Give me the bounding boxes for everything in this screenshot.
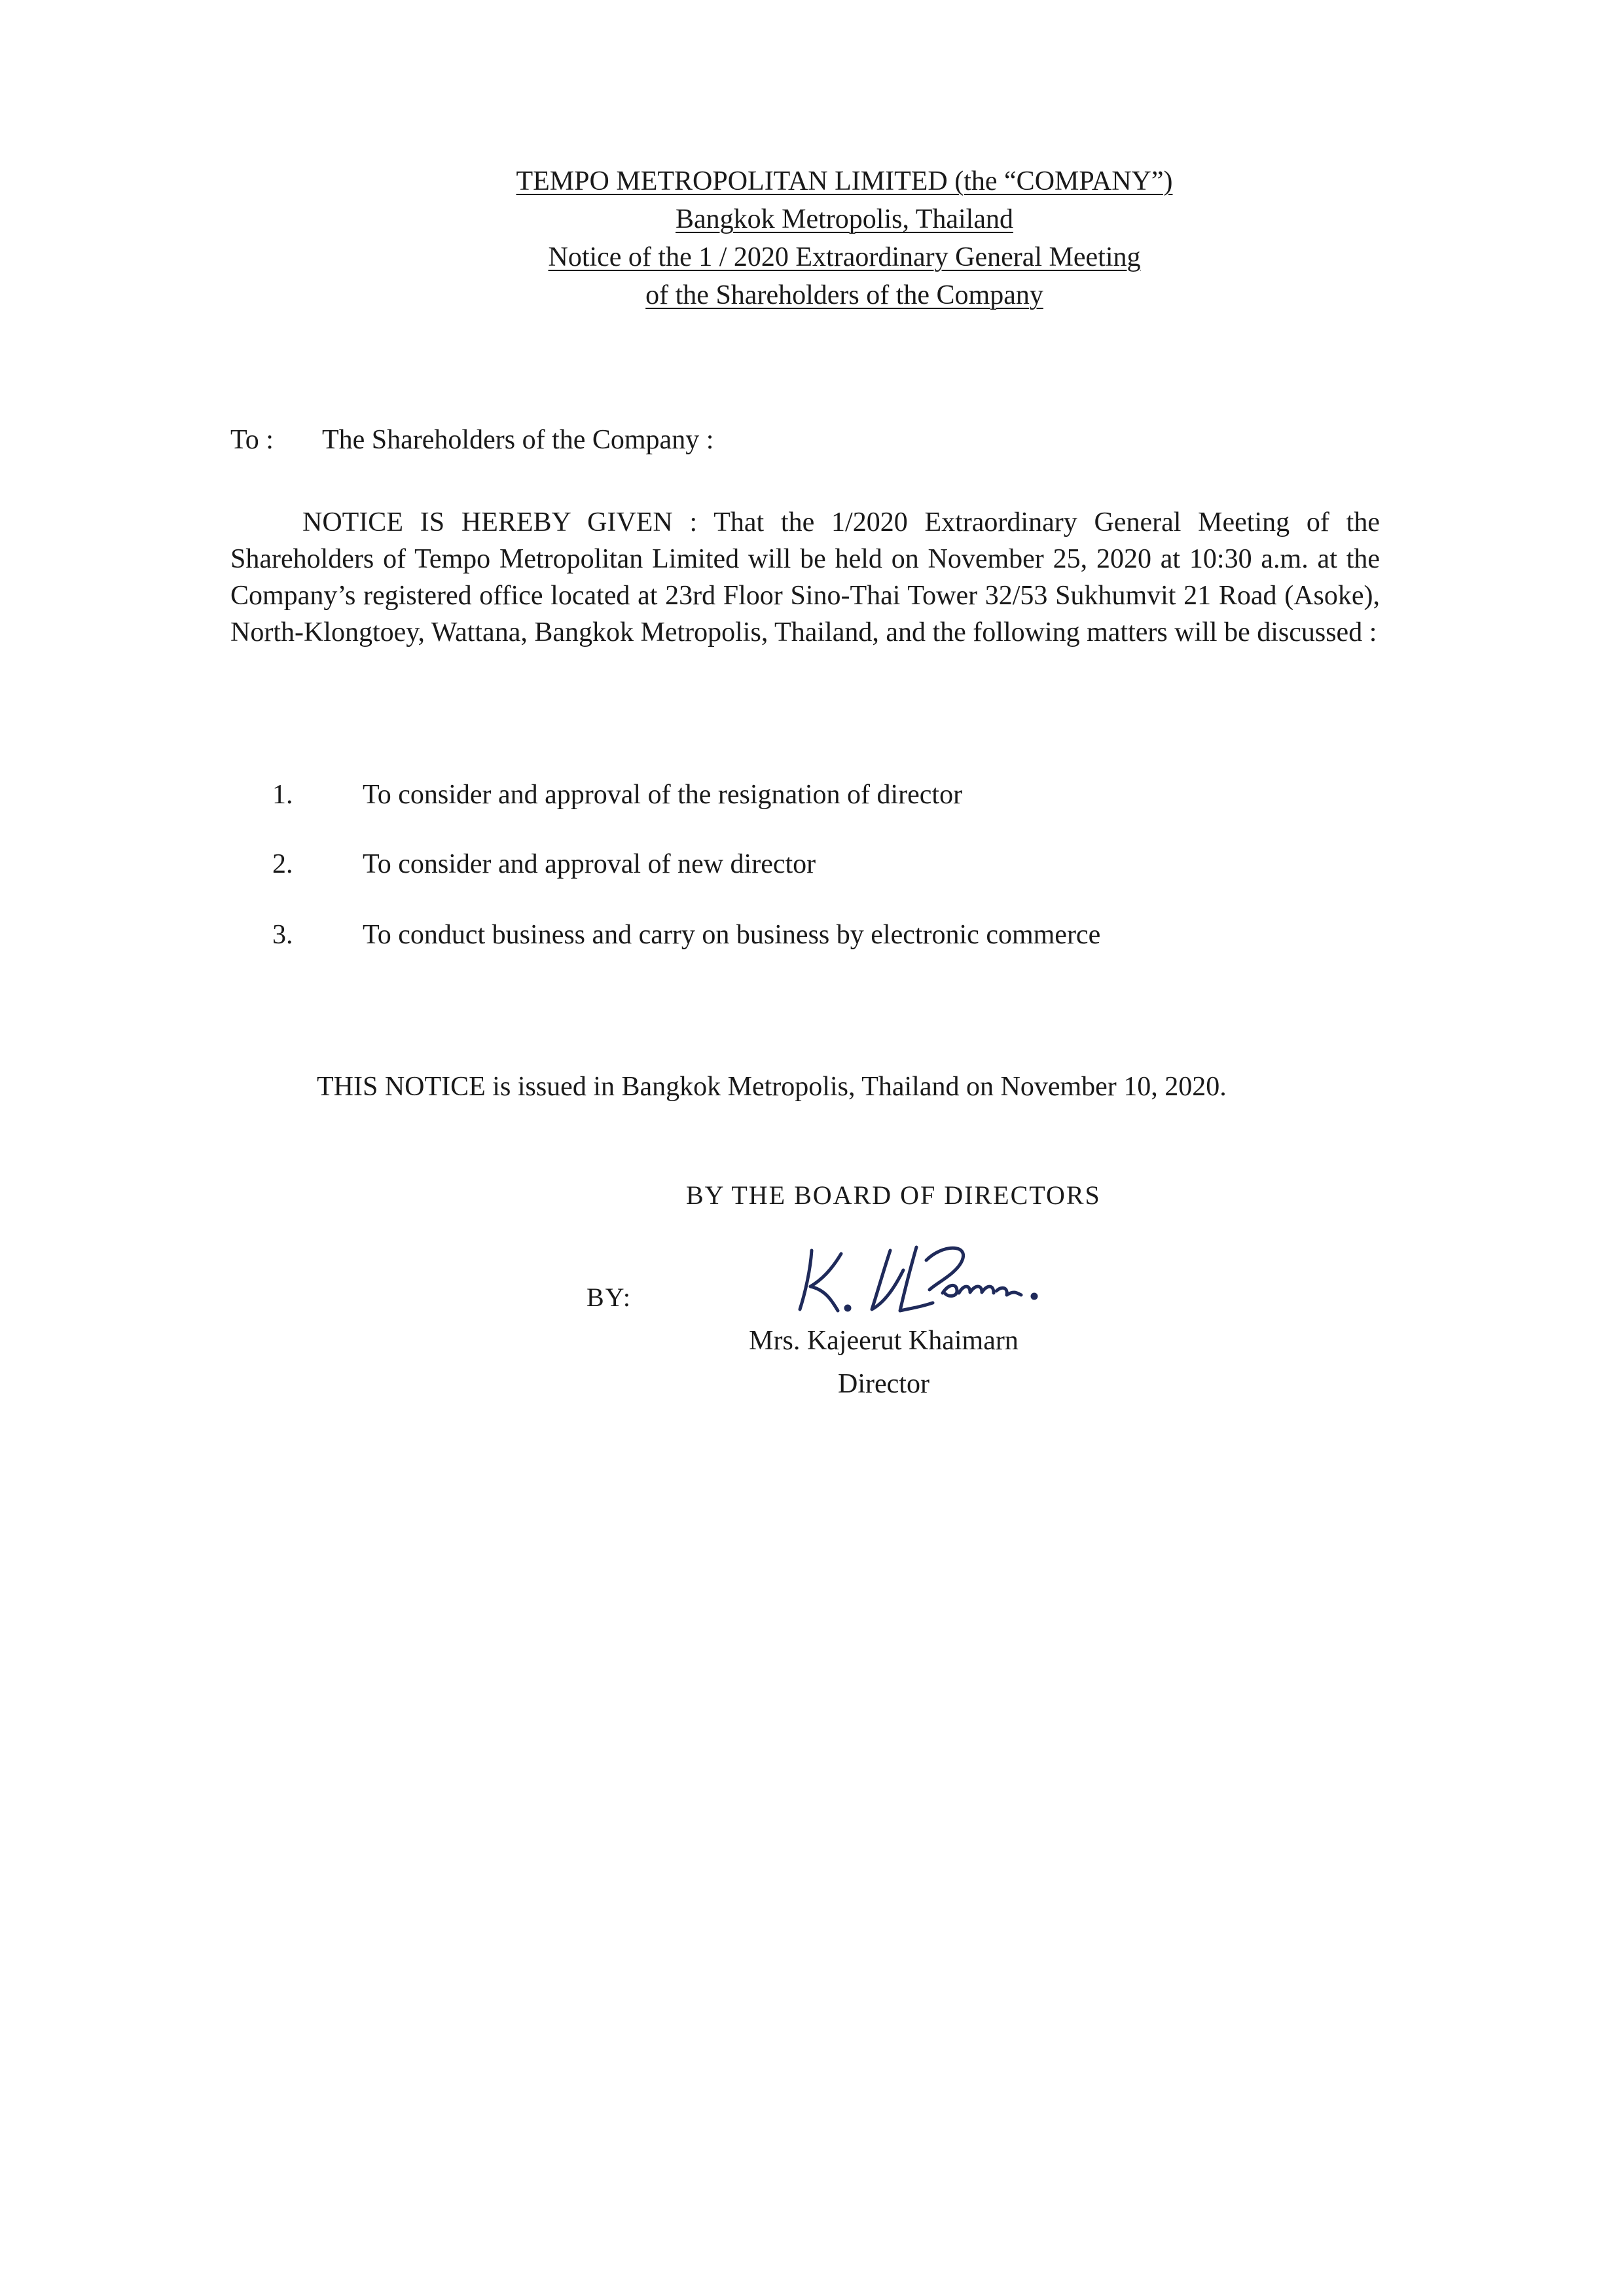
board-line: BY THE BOARD OF DIRECTORS [686, 1180, 1101, 1210]
issued-statement: THIS NOTICE is issued in Bangkok Metropolis, Thailand on November 10, 2020. [317, 1072, 1227, 1102]
document-header [367, 162, 1322, 314]
agenda-text: To consider and approval of new director [363, 849, 816, 879]
signer-title: Director [838, 1369, 929, 1399]
agenda-number: 3. [272, 920, 293, 950]
addressee: The Shareholders of the Company : [322, 425, 714, 455]
by-label: BY: [586, 1283, 632, 1312]
meeting-subtitle: of the Shareholders of the Company [645, 280, 1043, 310]
meeting-title: Notice of the 1 / 2020 Extraordinary General Meeting [548, 242, 1141, 272]
company-title: TEMPO METROPOLITAN LIMITED (the “COMPANY”) [516, 166, 1173, 196]
agenda-text: To consider and approval of the resignation of director [363, 780, 963, 810]
notice-paragraph: NOTICE IS HEREBY GIVEN : That the 1/2020 Extraordinary General Meeting of the Shareholders of Tempo Metropolitan Limited will be held on November 25, 2020 at 10:30 a.m. at the Company’s registered office located at 23rd Floor Sino-Thai Tower 32/53 Sukhumvit 21 Road (Asoke), North-Klongtoey, Wattana, Bangkok Metropolis, Thailand, and the following matters will be discussed : [230, 507, 1380, 647]
addressee-label: To : [230, 425, 274, 455]
company-location: Bangkok Metropolis, Thailand [676, 204, 1013, 234]
handwritten-signature [785, 1231, 1060, 1329]
agenda-number: 2. [272, 849, 293, 879]
agenda-number: 1. [272, 780, 293, 810]
agenda-text: To conduct business and carry on business by electronic commerce [363, 920, 1101, 950]
signer-name: Mrs. Kajeerut Khaimarn [749, 1326, 1019, 1356]
